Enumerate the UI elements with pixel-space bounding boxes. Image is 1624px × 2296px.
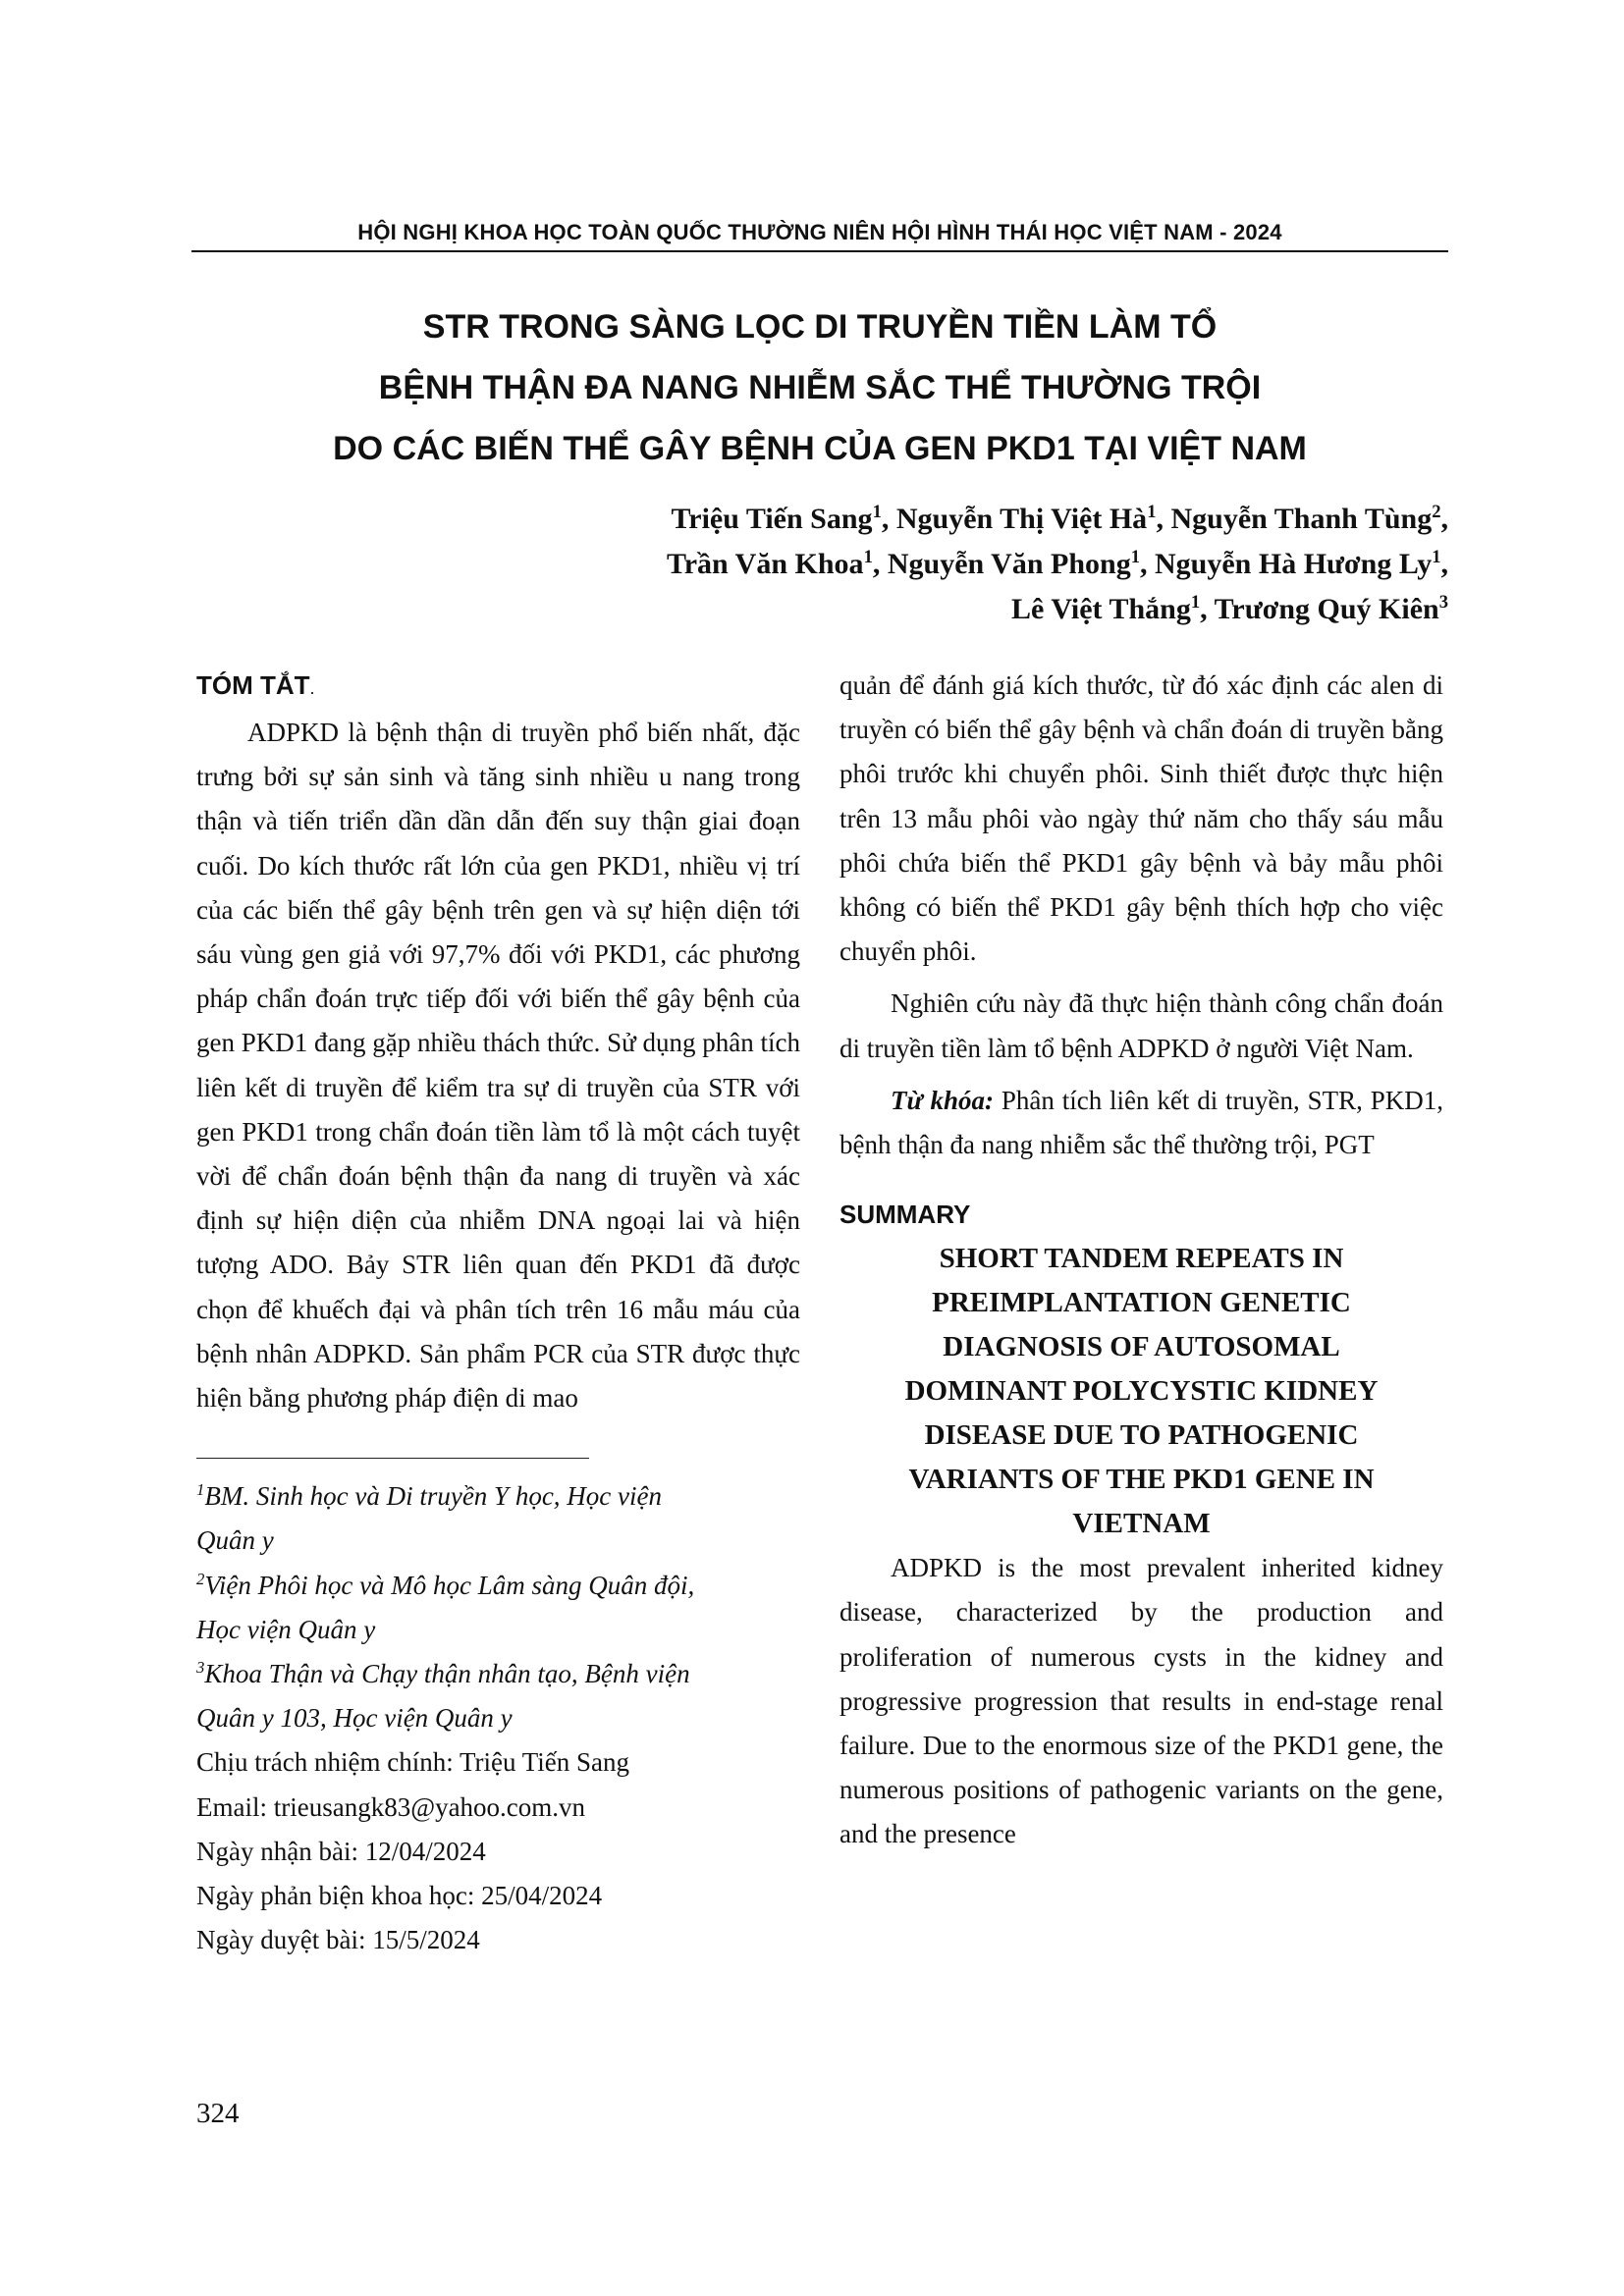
affiliation-footnote — [196, 1652, 800, 1740]
author-affiliation-mark: 1 — [872, 502, 882, 522]
abstract-paragraph-continued: quản để đánh giá kích thước, từ đó xác định các alen di truyền có biến thể gây bệnh và chẩn đoán di truyền bằng phôi trước khi chuyển phôi. Sinh thiết được thực hiện trên 13 mẫu phôi vào ngày thứ năm cho thấy sáu mẫu phôi chứa biến thể PKD1 gây bệnh và bảy mẫu phôi không có biến thể PKD1 gây bệnh thích hợp cho việc chuyển phôi. — [839, 670, 1443, 967]
accepted-date: Ngày duyệt bài: 15/5/2024 — [196, 1925, 480, 1955]
english-title-line: VARIANTS OF THE PKD1 GENE IN — [908, 1464, 1375, 1496]
author-affiliation-mark: 3 — [1438, 592, 1448, 613]
english-title — [839, 1237, 1443, 1546]
keywords — [839, 1079, 1443, 1167]
author-name: Lê Việt Thắng — [1011, 593, 1191, 625]
keywords-text: Phân tích liên kết di truyền, STR, PKD1, bệnh thận đa nang nhiễm sắc thể thường trội, PGT — [839, 1085, 1443, 1160]
footnote-text: Viện Phôi học và Mô học Lâm sàng Quân đội, — [204, 1570, 695, 1600]
abstract-heading-mark: . — [309, 678, 315, 698]
abstract-heading-text: TÓM TẮT — [196, 670, 310, 700]
abstract-paragraph: ADPKD là bệnh thận di truyền phổ biến nhất, đặc trưng bởi sự sản sinh và tăng sinh nhiều u nang trong thận và tiến triển dần dần dẫn đến suy thận giai đoạn cuối. Do kích thước rất lớn của gen PKD1, nhiều vị trí của các biến thể gây bệnh trên gen và sự hiện diện tới sáu vùng gen giả với 97,7% đối với PKD1, các phương pháp chẩn đoán trực tiếp đối với biến thể gây bệnh của gen PKD1 đang gặp nhiều thách thức. Sử dụng phân tích liên kết di truyền để kiểm tra sự di truyền của STR với gen PKD1 trong chẩn đoán tiền làm tổ là một cách tuyệt vời để chẩn đoán bệnh thận đa nang di truyền và xác định sự hiện diện của nhiễm DNA ngoại lai và hiện tượng ADO. Bảy STR liên quan đến PKD1 đã được chọn để khuếch đại và phân tích trên 16 mẫu máu của bệnh nhân ADPKD. Sản phẩm PCR của STR được thực hiện bằng phương pháp điện di mao — [196, 718, 800, 1414]
author-name: Triệu Tiến Sang — [671, 503, 873, 535]
footnote-text-cont: Quân y 103, Học viện Quân y — [196, 1703, 513, 1734]
article-title — [191, 296, 1448, 479]
author-separator: , — [1156, 503, 1171, 535]
author-affiliation-mark: 2 — [1432, 502, 1441, 522]
title-line: STR TRONG SÀNG LỌC DI TRUYỀN TIỀN LÀM TỔ — [422, 308, 1218, 346]
abstract-conclusion: Nghiên cứu này đã thực hiện thành công chẩn đoán di truyền tiền làm tổ bệnh ADPKD ở người Việt Nam. — [839, 988, 1443, 1063]
english-title-line: DISEASE DUE TO PATHOGENIC — [924, 1419, 1359, 1452]
author-list — [667, 497, 1448, 632]
email-line: Email: trieusangk83@yahoo.com.vn — [196, 1791, 586, 1822]
author-separator: , — [1440, 548, 1448, 580]
author-name: Nguyễn Thị Việt Hà — [895, 503, 1148, 535]
author-line — [667, 587, 1448, 632]
english-title-line: PREIMPLANTATION GENETIC — [932, 1287, 1351, 1319]
keywords-label: Từ khóa: — [891, 1085, 995, 1115]
footnote-text: Khoa Thận và Chạy thận nhân tạo, Bệnh viện — [204, 1659, 690, 1689]
footnote-number: 3 — [196, 1658, 205, 1678]
author-line — [667, 542, 1448, 587]
footnotes — [196, 1474, 800, 1962]
footnote-rule — [196, 1458, 589, 1459]
corresponding-author: Chịu trách nhiệm chính: Triệu Tiến Sang — [196, 1747, 630, 1778]
review-date: Ngày phản biện khoa học: 25/04/2024 — [196, 1881, 603, 1911]
footnote-number: 1 — [196, 1480, 205, 1500]
header-rule — [191, 250, 1448, 252]
author-name: Nguyễn Thanh Tùng — [1170, 503, 1433, 535]
title-line: DO CÁC BIẾN THỂ GÂY BỆNH CỦA GEN PKD1 TẠI VIỆT NAM — [333, 430, 1307, 467]
english-title-line: DOMINANT POLYCYSTIC KIDNEY — [904, 1375, 1379, 1408]
abstract-heading — [196, 664, 800, 711]
right-column — [839, 664, 1443, 1857]
author-line — [667, 497, 1448, 542]
english-title-line: SHORT TANDEM REPEATS IN — [939, 1243, 1344, 1275]
summary-paragraph: ADPKD is the most prevalent inherited kidney disease, characterized by the production and proliferation of numerous cysts in the kidney and progressive progression that results in end-stage renal failure. Due to the enormous size of the PKD1 gene, the numerous positions of pathogenic variants on the gene, and the presence — [839, 1553, 1443, 1849]
footnote-number: 2 — [196, 1569, 205, 1588]
page-number: 324 — [196, 2098, 240, 2129]
author-separator: , — [1440, 503, 1448, 535]
author-affiliation-mark: 1 — [1147, 502, 1157, 522]
summary-heading: SUMMARY — [839, 1200, 971, 1230]
left-column — [196, 664, 800, 1962]
footnote-text-cont: Học viện Quân y — [196, 1614, 376, 1644]
affiliation-footnote — [196, 1474, 800, 1563]
author-affiliation-mark: 1 — [1130, 547, 1141, 567]
running-header: HỘI NGHỊ KHOA HỌC TOÀN QUỐC THƯỜNG NIÊN HỘI HÌNH THÁI HỌC VIỆT NAM - 2024 — [357, 220, 1282, 244]
footnote-text: BM. Sinh học và Di truyền Y học, Học viện — [204, 1481, 663, 1512]
english-title-line: VIETNAM — [1072, 1508, 1211, 1540]
author-separator: , — [881, 503, 896, 535]
affiliation-footnote — [196, 1564, 800, 1652]
author-affiliation-mark: 1 — [863, 547, 873, 567]
footnote-text-cont: Quân y — [196, 1525, 274, 1556]
author-separator: , — [1140, 548, 1156, 580]
author-affiliation-mark: 1 — [1190, 592, 1201, 613]
author-name: Trương Quý Kiên — [1214, 593, 1439, 625]
author-name: Nguyễn Hà Hương Ly — [1155, 548, 1433, 580]
author-separator: , — [872, 548, 888, 580]
author-separator: , — [1200, 593, 1215, 625]
title-line: BỆNH THẬN ĐA NANG NHIỄM SẮC THỂ THƯỜNG TRỘI — [378, 369, 1262, 406]
author-affiliation-mark: 1 — [1432, 547, 1441, 567]
author-name: Nguyễn Văn Phong — [887, 548, 1131, 580]
received-date: Ngày nhận bài: 12/04/2024 — [196, 1836, 486, 1866]
english-title-line: DIAGNOSIS OF AUTOSOMAL — [943, 1331, 1340, 1363]
author-name: Trần Văn Khoa — [666, 548, 864, 580]
